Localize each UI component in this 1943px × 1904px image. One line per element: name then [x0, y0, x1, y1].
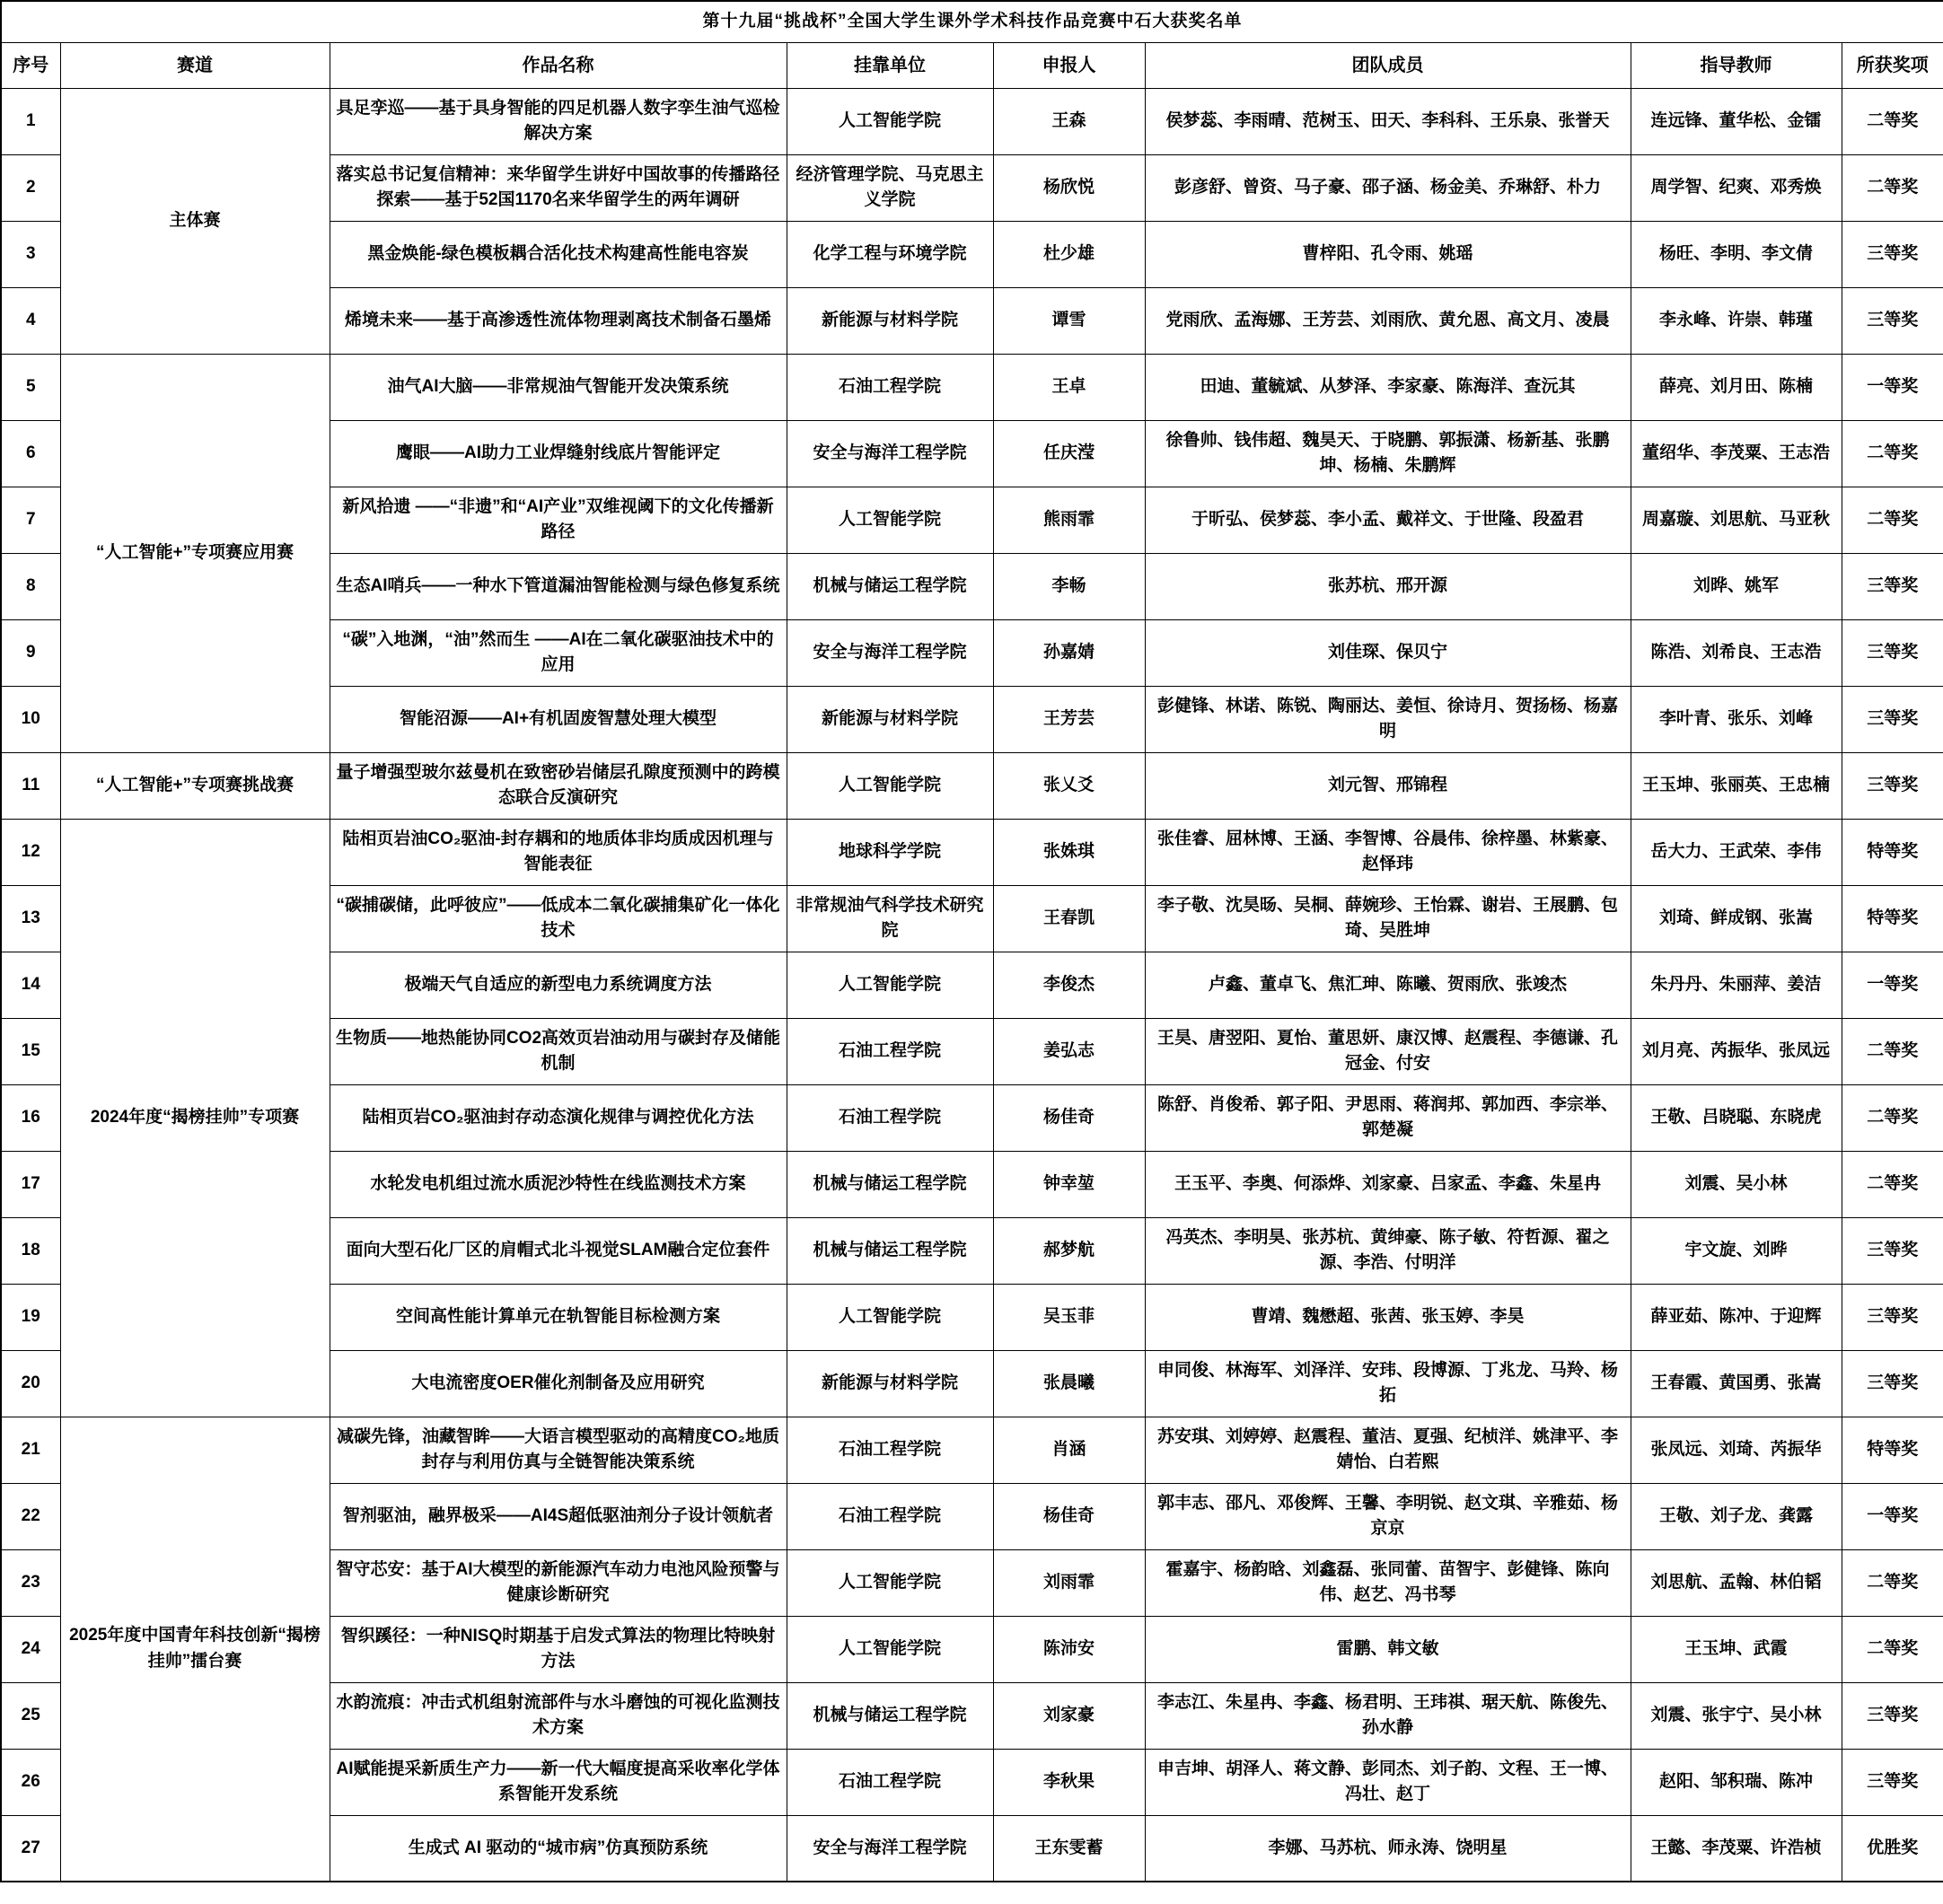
cell-title: 生态AI哨兵——一种水下管道漏油智能检测与绿色修复系统	[330, 553, 787, 619]
cell-unit: 非常规油气科学技术研究院	[787, 885, 993, 952]
cell-members: 彭健锋、林诺、陈锐、陶丽达、姜恒、徐诗月、贺扬杨、杨嘉明	[1145, 686, 1631, 752]
column-header-6: 指导教师	[1631, 42, 1842, 88]
cell-applicant: 王春凯	[993, 885, 1145, 952]
cell-unit: 新能源与材料学院	[787, 287, 993, 354]
cell-applicant: 杨佳奇	[993, 1483, 1145, 1549]
column-header-2: 作品名称	[330, 42, 787, 88]
cell-unit: 安全与海洋工程学院	[787, 420, 993, 487]
cell-title: 落实总书记复信精神：来华留学生讲好中国故事的传播路径探索——基于52国1170名来华留学生的两年调研	[330, 154, 787, 221]
cell-applicant: 谭雪	[993, 287, 1145, 354]
cell-title: 黑金焕能-绿色模板耦合活化技术构建高性能电容炭	[330, 221, 787, 287]
cell-advisors: 刘琦、鲜成钢、张嵩	[1631, 885, 1842, 952]
cell-award: 一等奖	[1842, 1483, 1943, 1549]
cell-award: 三等奖	[1842, 1284, 1943, 1350]
cell-award: 三等奖	[1842, 1682, 1943, 1749]
table-row-5	[1, 354, 1943, 420]
cell-title: 生物质——地热能协同CO2高效页岩油动用与碳封存及储能机制	[330, 1018, 787, 1084]
cell-title: 极端天气自适应的新型电力系统调度方法	[330, 952, 787, 1018]
cell-title: 鹰眼——AI助力工业焊缝射线底片智能评定	[330, 420, 787, 487]
cell-award: 二等奖	[1842, 1151, 1943, 1217]
cell-members: 曹靖、魏懋超、张茜、张玉婷、李昊	[1145, 1284, 1631, 1350]
cell-applicant: 肖涵	[993, 1417, 1145, 1483]
cell-no: 10	[1, 686, 60, 752]
cell-members: 李娜、马苏杭、师永涛、饶明星	[1145, 1815, 1631, 1882]
cell-unit: 新能源与材料学院	[787, 686, 993, 752]
cell-members: 曹梓阳、孔令雨、姚瑶	[1145, 221, 1631, 287]
cell-track: “人工智能+”专项赛挑战赛	[60, 752, 330, 819]
cell-members: 张苏杭、邢开源	[1145, 553, 1631, 619]
cell-members: 苏安琪、刘婷婷、赵震程、董洁、夏强、纪桢洋、姚津平、李婧怡、白若熙	[1145, 1417, 1631, 1483]
cell-no: 18	[1, 1217, 60, 1284]
cell-track: 2025年度中国青年科技创新“揭榜挂帅”擂台赛	[60, 1417, 330, 1882]
cell-advisors: 朱丹丹、朱丽萍、姜洁	[1631, 952, 1842, 1018]
cell-advisors: 王春霞、黄国勇、张嵩	[1631, 1350, 1842, 1417]
cell-unit: 石油工程学院	[787, 1018, 993, 1084]
cell-no: 9	[1, 619, 60, 686]
cell-title: 智织蹊径：一种NISQ时期基于启发式算法的物理比特映射方法	[330, 1616, 787, 1682]
cell-applicant: 杜少雄	[993, 221, 1145, 287]
cell-applicant: 钟幸堃	[993, 1151, 1145, 1217]
cell-no: 6	[1, 420, 60, 487]
cell-title: 生成式 AI 驱动的“城市病”仿真预防系统	[330, 1815, 787, 1882]
cell-applicant: 刘雨霏	[993, 1549, 1145, 1616]
cell-award: 二等奖	[1842, 88, 1943, 154]
cell-award: 一等奖	[1842, 354, 1943, 420]
column-header-7: 所获奖项	[1842, 42, 1943, 88]
cell-award: 二等奖	[1842, 420, 1943, 487]
cell-award: 三等奖	[1842, 1749, 1943, 1815]
cell-advisors: 董绍华、李茂粟、王志浩	[1631, 420, 1842, 487]
cell-applicant: 李畅	[993, 553, 1145, 619]
cell-members: 李志江、朱星冉、李鑫、杨君明、王玮祺、琚天航、陈俊先、孙水静	[1145, 1682, 1631, 1749]
cell-advisors: 刘震、张宇宁、吴小林	[1631, 1682, 1842, 1749]
cell-members: 党雨欣、孟海娜、王芳芸、刘雨欣、黄允恩、高文月、凌晨	[1145, 287, 1631, 354]
cell-title: 烯境未来——基于高渗透性流体物理剥离技术制备石墨烯	[330, 287, 787, 354]
cell-advisors: 李叶青、张乐、刘峰	[1631, 686, 1842, 752]
cell-award: 三等奖	[1842, 553, 1943, 619]
cell-unit: 新能源与材料学院	[787, 1350, 993, 1417]
cell-unit: 安全与海洋工程学院	[787, 1815, 993, 1882]
cell-applicant: 刘家豪	[993, 1682, 1145, 1749]
cell-unit: 机械与储运工程学院	[787, 553, 993, 619]
cell-award: 三等奖	[1842, 1350, 1943, 1417]
cell-advisors: 周嘉璇、刘思航、马亚秋	[1631, 487, 1842, 553]
cell-members: 冯英杰、李明昊、张苏杭、黄绅豪、陈子敏、符哲源、翟之源、李浩、付明洋	[1145, 1217, 1631, 1284]
cell-title: 智剂驱油，融界极采——AI4S超低驱油剂分子设计领航者	[330, 1483, 787, 1549]
cell-no: 24	[1, 1616, 60, 1682]
table-body	[1, 88, 1943, 1882]
cell-award: 二等奖	[1842, 1616, 1943, 1682]
cell-no: 21	[1, 1417, 60, 1483]
cell-no: 26	[1, 1749, 60, 1815]
cell-members: 王玉平、李奥、何添烨、刘家豪、吕家孟、李鑫、朱星冉	[1145, 1151, 1631, 1217]
cell-advisors: 王敬、吕晓聪、东晓虎	[1631, 1084, 1842, 1151]
cell-unit: 石油工程学院	[787, 354, 993, 420]
cell-unit: 人工智能学院	[787, 752, 993, 819]
cell-unit: 人工智能学院	[787, 952, 993, 1018]
cell-track: “人工智能+”专项赛应用赛	[60, 354, 330, 752]
cell-members: 于昕弘、侯梦蕊、李小孟、戴祥文、于世隆、段盈君	[1145, 487, 1631, 553]
cell-advisors: 连远锋、董华松、金镭	[1631, 88, 1842, 154]
cell-no: 3	[1, 221, 60, 287]
table-row-21	[1, 1417, 1943, 1483]
cell-no: 14	[1, 952, 60, 1018]
cell-unit: 地球科学学院	[787, 819, 993, 885]
cell-advisors: 刘月亮、芮振华、张凤远	[1631, 1018, 1842, 1084]
cell-members: 彭彦舒、曾资、马子豪、邵子涵、杨金美、乔琳舒、朴力	[1145, 154, 1631, 221]
cell-track: 主体赛	[60, 88, 330, 354]
cell-no: 12	[1, 819, 60, 885]
cell-unit: 人工智能学院	[787, 1284, 993, 1350]
cell-advisors: 薛亮、刘月田、陈楠	[1631, 354, 1842, 420]
cell-title: AI赋能提采新质生产力——新一代大幅度提高采收率化学体系智能开发系统	[330, 1749, 787, 1815]
cell-advisors: 王玉坤、武霞	[1631, 1616, 1842, 1682]
cell-unit: 石油工程学院	[787, 1749, 993, 1815]
cell-no: 15	[1, 1018, 60, 1084]
cell-no: 8	[1, 553, 60, 619]
cell-applicant: 李俊杰	[993, 952, 1145, 1018]
cell-award: 特等奖	[1842, 819, 1943, 885]
page-title: 第十九届“挑战杯”全国大学生课外学术科技作品竞赛中石大获奖名单	[1, 1, 1943, 42]
cell-applicant: 李秋果	[993, 1749, 1145, 1815]
cell-no: 1	[1, 88, 60, 154]
cell-applicant: 张乂爻	[993, 752, 1145, 819]
cell-applicant: 任庆滢	[993, 420, 1145, 487]
cell-applicant: 王东雯蓄	[993, 1815, 1145, 1882]
cell-title: 具足孪巡——基于具身智能的四足机器人数字孪生油气巡检解决方案	[330, 88, 787, 154]
cell-unit: 安全与海洋工程学院	[787, 619, 993, 686]
cell-award: 二等奖	[1842, 1084, 1943, 1151]
cell-applicant: 张晨曦	[993, 1350, 1145, 1417]
cell-award: 三等奖	[1842, 287, 1943, 354]
cell-award: 三等奖	[1842, 686, 1943, 752]
cell-applicant: 张姝琪	[993, 819, 1145, 885]
cell-advisors: 刘晔、姚军	[1631, 553, 1842, 619]
cell-no: 4	[1, 287, 60, 354]
cell-members: 田迪、董毓斌、从梦泽、李家豪、陈海洋、查沅其	[1145, 354, 1631, 420]
cell-award: 三等奖	[1842, 1217, 1943, 1284]
cell-applicant: 孙嘉婧	[993, 619, 1145, 686]
cell-members: 申同俊、林海军、刘泽洋、安玮、段博源、丁兆龙、马羚、杨拓	[1145, 1350, 1631, 1417]
cell-members: 申吉坤、胡泽人、蒋文静、彭同杰、刘子韵、文程、王一博、冯壮、赵丁	[1145, 1749, 1631, 1815]
cell-no: 23	[1, 1549, 60, 1616]
cell-members: 刘佳琛、保贝宁	[1145, 619, 1631, 686]
cell-applicant: 杨欣悦	[993, 154, 1145, 221]
cell-advisors: 宇文旋、刘晔	[1631, 1217, 1842, 1284]
cell-members: 郭丰志、邵凡、邓俊辉、王馨、李明锐、赵文琪、辛雅茹、杨京京	[1145, 1483, 1631, 1549]
cell-no: 17	[1, 1151, 60, 1217]
column-header-0: 序号	[1, 42, 60, 88]
cell-advisors: 岳大力、王武荣、李伟	[1631, 819, 1842, 885]
cell-track: 2024年度“揭榜挂帅”专项赛	[60, 819, 330, 1417]
cell-no: 7	[1, 487, 60, 553]
cell-unit: 人工智能学院	[787, 487, 993, 553]
cell-advisors: 王玉坤、张丽英、王忠楠	[1631, 752, 1842, 819]
cell-members: 卢鑫、董卓飞、焦汇珅、陈曦、贺雨欣、张竣杰	[1145, 952, 1631, 1018]
cell-unit: 机械与储运工程学院	[787, 1217, 993, 1284]
cell-title: “碳捕碳储，此呼彼应”——低成本二氧化碳捕集矿化一体化技术	[330, 885, 787, 952]
cell-unit: 人工智能学院	[787, 1549, 993, 1616]
cell-unit: 人工智能学院	[787, 1616, 993, 1682]
cell-award: 二等奖	[1842, 1018, 1943, 1084]
cell-members: 雷鹏、韩文敏	[1145, 1616, 1631, 1682]
cell-title: 大电流密度OER催化剂制备及应用研究	[330, 1350, 787, 1417]
cell-no: 16	[1, 1084, 60, 1151]
cell-applicant: 熊雨霏	[993, 487, 1145, 553]
cell-title: 量子增强型玻尔兹曼机在致密砂岩储层孔隙度预测中的跨模态联合反演研究	[330, 752, 787, 819]
cell-members: 张佳睿、屈林博、王涵、李智博、谷晨伟、徐梓墨、林紫豪、赵怿玮	[1145, 819, 1631, 885]
cell-applicant: 吴玉菲	[993, 1284, 1145, 1350]
cell-title: 陆相页岩油CO₂驱油-封存耦和的地质体非均质成因机理与智能表征	[330, 819, 787, 885]
cell-unit: 石油工程学院	[787, 1084, 993, 1151]
cell-advisors: 李永峰、许崇、韩瑾	[1631, 287, 1842, 354]
cell-applicant: 陈沛安	[993, 1616, 1145, 1682]
cell-no: 27	[1, 1815, 60, 1882]
column-header-3: 挂靠单位	[787, 42, 993, 88]
cell-no: 19	[1, 1284, 60, 1350]
cell-no: 13	[1, 885, 60, 952]
cell-no: 22	[1, 1483, 60, 1549]
cell-no: 25	[1, 1682, 60, 1749]
cell-title: 智守芯安：基于AI大模型的新能源汽车动力电池风险预警与健康诊断研究	[330, 1549, 787, 1616]
cell-title: 陆相页岩CO₂驱油封存动态演化规律与调控优化方法	[330, 1084, 787, 1151]
cell-no: 20	[1, 1350, 60, 1417]
cell-applicant: 王森	[993, 88, 1145, 154]
cell-title: 油气AI大脑——非常规油气智能开发决策系统	[330, 354, 787, 420]
cell-advisors: 薛亚茹、陈冲、于迎辉	[1631, 1284, 1842, 1350]
cell-title: 水韵流痕：冲击式机组射流部件与水斗磨蚀的可视化监测技术方案	[330, 1682, 787, 1749]
cell-advisors: 周学智、纪爽、邓秀焕	[1631, 154, 1842, 221]
cell-award: 一等奖	[1842, 952, 1943, 1018]
cell-advisors: 张凤远、刘琦、芮振华	[1631, 1417, 1842, 1483]
cell-members: 王昊、唐翌阳、夏怡、董思妍、康汉博、赵震程、李德谦、孔冠金、付安	[1145, 1018, 1631, 1084]
cell-award: 三等奖	[1842, 752, 1943, 819]
cell-applicant: 王芳芸	[993, 686, 1145, 752]
cell-unit: 机械与储运工程学院	[787, 1682, 993, 1749]
cell-title: 水轮发电机组过流水质泥沙特性在线监测技术方案	[330, 1151, 787, 1217]
cell-unit: 化学工程与环境学院	[787, 221, 993, 287]
cell-unit: 石油工程学院	[787, 1483, 993, 1549]
cell-unit: 人工智能学院	[787, 88, 993, 154]
header-row	[1, 42, 1943, 88]
cell-advisors: 杨旺、李明、李文倩	[1631, 221, 1842, 287]
cell-members: 李子敬、沈昊旸、吴桐、薛婉珍、王怡霖、谢岩、王展鹏、包琦、吴胜坤	[1145, 885, 1631, 952]
cell-applicant: 王卓	[993, 354, 1145, 420]
cell-advisors: 赵阳、邹积瑞、陈冲	[1631, 1749, 1842, 1815]
cell-award: 特等奖	[1842, 885, 1943, 952]
cell-advisors: 刘思航、孟翰、林伯韬	[1631, 1549, 1842, 1616]
table-row-11	[1, 752, 1943, 819]
table-row-12	[1, 819, 1943, 885]
cell-award: 二等奖	[1842, 487, 1943, 553]
cell-advisors: 王懿、李茂粟、许浩桢	[1631, 1815, 1842, 1882]
column-header-4: 申报人	[993, 42, 1145, 88]
cell-award: 三等奖	[1842, 221, 1943, 287]
cell-no: 5	[1, 354, 60, 420]
cell-advisors: 王敬、刘子龙、龚露	[1631, 1483, 1842, 1549]
cell-members: 刘元智、邢锦程	[1145, 752, 1631, 819]
cell-award: 优胜奖	[1842, 1815, 1943, 1882]
cell-no: 11	[1, 752, 60, 819]
cell-award: 二等奖	[1842, 154, 1943, 221]
cell-no: 2	[1, 154, 60, 221]
cell-title: 面向大型石化厂区的肩帽式北斗视觉SLAM融合定位套件	[330, 1217, 787, 1284]
cell-award: 三等奖	[1842, 619, 1943, 686]
cell-unit: 经济管理学院、马克思主义学院	[787, 154, 993, 221]
cell-award: 特等奖	[1842, 1417, 1943, 1483]
title-row	[1, 1, 1943, 42]
cell-title: 减碳先锋，油藏智眸——大语言模型驱动的高精度CO₂地质封存与利用仿真与全链智能决策系统	[330, 1417, 787, 1483]
cell-title: 新风拾遗 ——“非遗”和“AI产业”双维视阈下的文化传播新路径	[330, 487, 787, 553]
cell-members: 霍嘉宇、杨韵晗、刘鑫磊、张同蕾、苗智宇、彭健锋、陈向伟、赵艺、冯书琴	[1145, 1549, 1631, 1616]
cell-applicant: 郝梦航	[993, 1217, 1145, 1284]
cell-members: 侯梦蕊、李雨晴、范树玉、田天、李科科、王乐泉、张誉天	[1145, 88, 1631, 154]
cell-advisors: 陈浩、刘希良、王志浩	[1631, 619, 1842, 686]
cell-members: 徐鲁帅、钱伟超、魏昊天、于晓鹏、郭振潇、杨新基、张鹏坤、杨楠、朱鹏辉	[1145, 420, 1631, 487]
cell-applicant: 杨佳奇	[993, 1084, 1145, 1151]
cell-members: 陈舒、肖俊希、郭子阳、尹思雨、蒋润邦、郭加西、李宗举、郭楚凝	[1145, 1084, 1631, 1151]
cell-title: “碳”入地渊，“油”然而生 ——AI在二氧化碳驱油技术中的应用	[330, 619, 787, 686]
cell-title: 智能沼源——AI+有机固废智慧处理大模型	[330, 686, 787, 752]
cell-unit: 石油工程学院	[787, 1417, 993, 1483]
column-header-1: 赛道	[60, 42, 330, 88]
cell-award: 二等奖	[1842, 1549, 1943, 1616]
cell-title: 空间高性能计算单元在轨智能目标检测方案	[330, 1284, 787, 1350]
cell-unit: 机械与储运工程学院	[787, 1151, 993, 1217]
table-row-1	[1, 88, 1943, 154]
column-header-5: 团队成员	[1145, 42, 1631, 88]
cell-advisors: 刘震、吴小林	[1631, 1151, 1842, 1217]
cell-applicant: 姜弘志	[993, 1018, 1145, 1084]
